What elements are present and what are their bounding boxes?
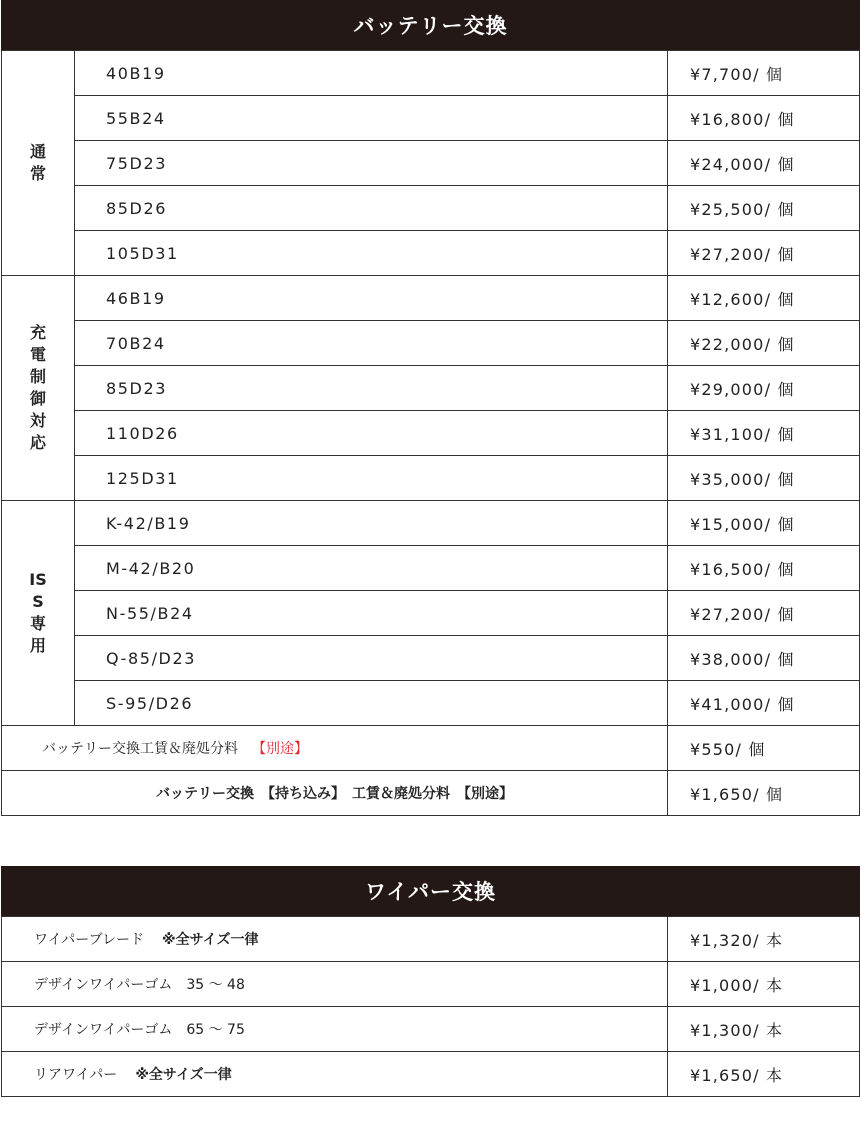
fee-row [2,726,860,771]
fee-price: ¥550/ 個 [668,726,860,771]
battery-model: 70B24 [75,321,668,366]
battery-model: 85D26 [75,186,668,231]
wiper-name: ワイパーブレード [34,932,145,948]
battery-model: 55B24 [75,96,668,141]
fee-price: ¥1,650/ 個 [668,771,860,816]
wiper-note: ※全サイズ一律 [162,932,259,948]
battery-price: ¥16,800/ 個 [668,96,860,141]
table-row [2,51,860,96]
battery-title: バッテリー交換 [1,0,860,50]
battery-price: ¥15,000/ 個 [668,501,860,546]
battery-model: K-42/B19 [75,501,668,546]
fee-label: バッテリー交換工賃＆廃処分料 [42,741,238,757]
wiper-price: ¥1,320/ 本 [668,917,860,962]
battery-price: ¥35,000/ 個 [668,456,860,501]
table-row [2,186,860,231]
fee-note: 【別途】 [252,741,308,757]
wiper-name: デザインワイパーゴム 65 〜 75 [34,1022,245,1038]
fee-row [2,771,860,816]
table-row [2,411,860,456]
wiper-price: ¥1,300/ 本 [668,1007,860,1052]
wiper-price-table [1,916,860,1097]
battery-price: ¥16,500/ 個 [668,546,860,591]
battery-model: 125D31 [75,456,668,501]
table-row [2,681,860,726]
battery-price: ¥27,200/ 個 [668,231,860,276]
battery-model: Q-85/D23 [75,636,668,681]
battery-price: ¥41,000/ 個 [668,681,860,726]
battery-model: S-95/D26 [75,681,668,726]
wiper-name: リアワイパー [34,1067,118,1083]
wiper-price: ¥1,650/ 本 [668,1052,860,1097]
fee-label-cell [2,726,668,771]
wiper-name-cell [2,962,668,1007]
table-row [2,321,860,366]
category-cell [2,501,75,726]
battery-model: M-42/B20 [75,546,668,591]
battery-price: ¥38,000/ 個 [668,636,860,681]
battery-price: ¥29,000/ 個 [668,366,860,411]
wiper-name-cell [2,1007,668,1052]
table-row [2,1052,860,1097]
table-row [2,366,860,411]
battery-model: 40B19 [75,51,668,96]
category-cell [2,276,75,501]
battery-price-table [1,50,860,816]
battery-price: ¥12,600/ 個 [668,276,860,321]
category-label: ISS専用 [29,570,47,655]
table-row [2,962,860,1007]
table-row [2,141,860,186]
wiper-name-cell [2,917,668,962]
battery-model: N-55/B24 [75,591,668,636]
wiper-note: ※全サイズ一律 [135,1067,232,1083]
wiper-price: ¥1,000/ 本 [668,962,860,1007]
table-row [2,96,860,141]
table-row [2,546,860,591]
category-label: 充電制御対応 [29,323,46,452]
fee-label: バッテリー交換 【持ち込み】 工賃＆廃処分料 【別途】 [2,771,668,816]
battery-price: ¥31,100/ 個 [668,411,860,456]
battery-price: ¥7,700/ 個 [668,51,860,96]
battery-price: ¥25,500/ 個 [668,186,860,231]
battery-section [1,0,860,816]
category-label: 通常 [29,142,46,183]
battery-price: ¥24,000/ 個 [668,141,860,186]
wiper-section [1,866,860,1097]
wiper-name: デザインワイパーゴム 35 〜 48 [34,977,245,993]
battery-price: ¥22,000/ 個 [668,321,860,366]
table-row [2,917,860,962]
battery-price: ¥27,200/ 個 [668,591,860,636]
wiper-title: ワイパー交換 [1,866,860,916]
table-row [2,501,860,546]
category-cell [2,51,75,276]
table-row [2,636,860,681]
battery-model: 75D23 [75,141,668,186]
wiper-name-cell [2,1052,668,1097]
battery-model: 110D26 [75,411,668,456]
table-row [2,276,860,321]
table-row [2,591,860,636]
battery-model: 46B19 [75,276,668,321]
table-row [2,1007,860,1052]
battery-model: 85D23 [75,366,668,411]
table-row [2,231,860,276]
battery-model: 105D31 [75,231,668,276]
table-row [2,456,860,501]
